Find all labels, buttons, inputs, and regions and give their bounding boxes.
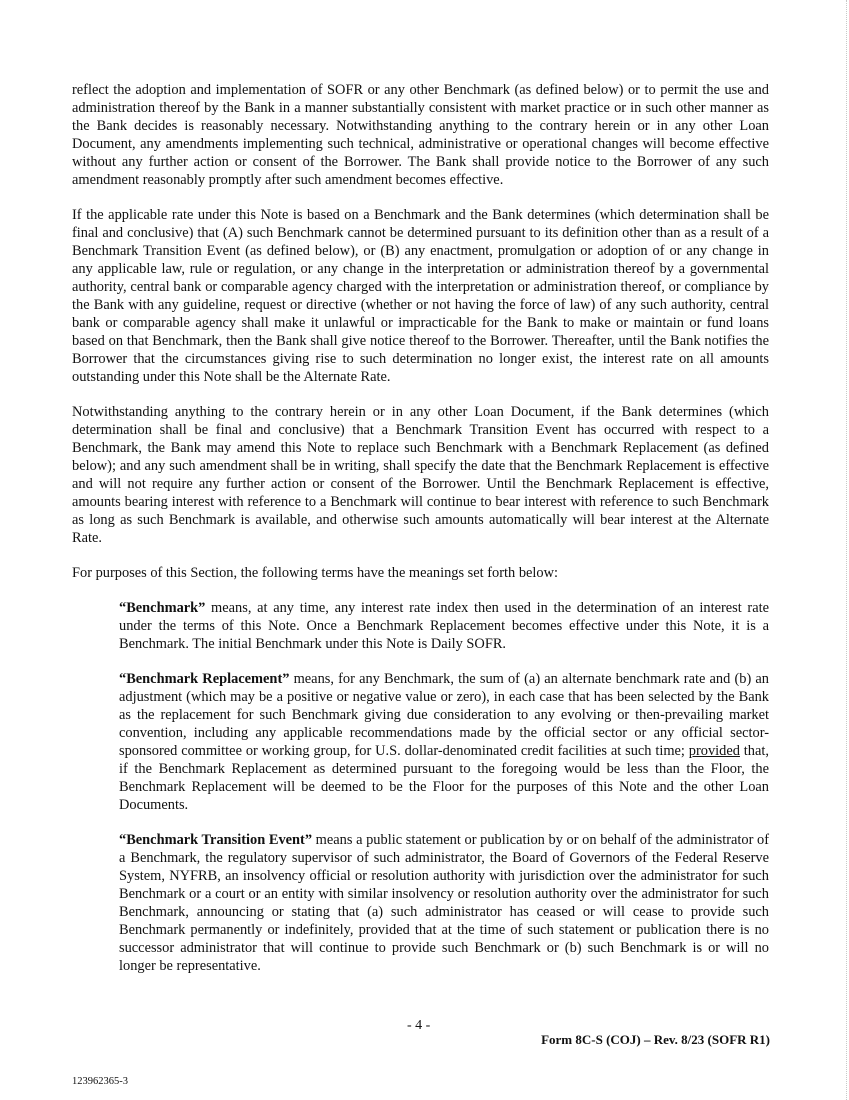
definition-benchmark-replacement [119, 670, 769, 814]
document-id: 123962365-3 [72, 1076, 128, 1087]
paragraph-benchmark-replacement: Notwithstanding anything to the contrary herein or in any other Loan Document, if the Bank determines (which determination shall be final and conclusive) that a Benchmark Transition Event has occurred with respect to a Benchmark, the Bank may amend this Note to replace such Benchmark with a Benchmark Replacement (as defined below); and any such amendment shall be in writing, shall specify the date that the Benchmark Replacement is effective and will not require any further action or consent of the Borrower. Until the Benchmark Replacement is effective, amounts bearing interest with reference to a Benchmark will continue to bear interest with reference to such Benchmark as long as such Benchmark is available, and otherwise such amounts automatically will bear interest at the Alternate Rate. [72, 404, 769, 546]
term-benchmark-transition-event: “Benchmark Transition Event” [119, 832, 313, 848]
definition-text: means, for any Benchmark, the sum of (a) an alternate benchmark rate and (b) an adjustment (which may be a positive or negative value or zero), in each case that has been selected by the Bank as the replacement for such Benchmark giving due consideration to any evolving or then-prevailing market convention, including any applicable recommendations made by the official sector or any official sector-sponsored committee or working group, for U.S. dollar-denominated credit facilities at such time; [119, 671, 769, 759]
definition-benchmark [119, 599, 769, 653]
definition-benchmark-transition-event [119, 831, 769, 975]
paragraph-amendment-notice: reflect the adoption and implementation of SOFR or any other Benchmark (as defined below) or to permit the use and administration thereof by the Bank in a manner substantially consistent with market practice or in such other manner as the Bank decides is reasonably necessary. Notwithstanding anything to the contrary herein or in any other Loan Document, any amendments implementing such technical, administrative or operational changes will become effective without any further action or consent of the Borrower. The Bank shall provide notice to the Borrower of any such amendment reasonably promptly after such amendment becomes effective. [72, 82, 769, 188]
definition-text: means a public statement or publication by or on behalf of the administrator of a Benchmark, the regulatory supervisor of such administrator, the Board of Governors of the Federal Reserve System, NYFRB, an insolvency official or resolution authority with jurisdiction over the administrator for such Benchmark or a court or an entity with similar insolvency or resolution authority over the administrator for such Benchmark, announcing or stating that (a) such administrator has ceased or will cease to provide such Benchmark permanently or indefinitely, provided that at the time of such statement or publication there is no successor administrator that will continue to provide such Benchmark or (b) such Benchmark is or will no longer be representative. [119, 832, 769, 974]
page-number: - 4 - [407, 1018, 431, 1033]
term-benchmark: “Benchmark” [119, 600, 206, 616]
form-identifier: Form 8C-S (COJ) – Rev. 8/23 (SOFR R1) [541, 1032, 770, 1047]
definitions-intro: For purposes of this Section, the following terms have the meanings set forth below: [72, 565, 559, 581]
definition-text: that, if the Benchmark Replacement as determined pursuant to the foregoing would be less than the Floor, the Benchmark Replacement will be deemed to be the Floor for the purposes of this Note and the other Loan Documents. [119, 743, 769, 813]
body-text [72, 81, 769, 975]
paragraph-benchmark-unavailability: If the applicable rate under this Note is based on a Benchmark and the Bank determines (which determination shall be final and conclusive) that (A) such Benchmark cannot be determined pursuant to its definition other than as a result of a Benchmark Transition Event (as defined below), or (B) any enactment, promulgation or adoption of or any change in any applicable law, rule or regulation, or any change in the interpretation or administration thereof by a governmental authority, central bank or comparable agency charged with the interpretation or administration thereof, or compliance by the Bank with any guideline, request or directive (whether or not having the force of law) of any such authority, central bank or comparable agency shall make it unlawful or impracticable for the Bank to make or maintain or fund loans based on that Benchmark, then the Bank shall give notice thereof to the Borrower. Thereafter, until the Bank notifies the Borrower that the circumstances giving rise to such determination no longer exist, the interest rate on all amounts outstanding under this Note shall be the Alternate Rate. [72, 207, 769, 385]
definition-text: means, at any time, any interest rate index then used in the determination of an interest rate under the terms of this Note. Once a Benchmark Replacement becomes effective under this Note, it is a Benchmark. The initial Benchmark under this Note is Daily SOFR. [119, 600, 769, 652]
term-benchmark-replacement: “Benchmark Replacement” [119, 671, 290, 687]
underlined-provided: provided [688, 743, 740, 759]
page-edge [845, 0, 847, 1100]
